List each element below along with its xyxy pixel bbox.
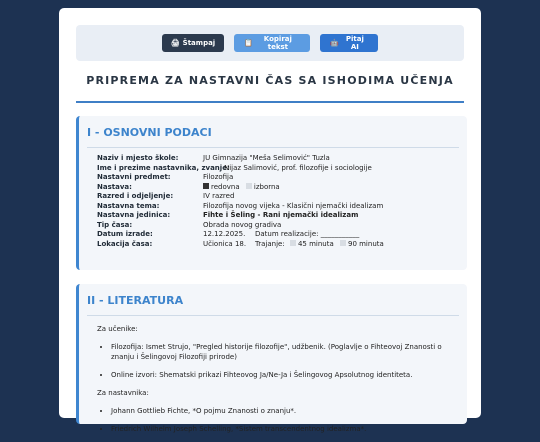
list-item: • Johann Gottlieb Fichte, *O pojmu Znanosti o znanju*. <box>111 406 457 416</box>
ask-ai-button[interactable] <box>320 34 378 52</box>
teacher-list <box>97 406 457 434</box>
unit-label: Nastavna jedinica: <box>97 211 171 219</box>
ai-label: Pitaj AI <box>345 35 364 51</box>
teacher-value: Nijaz Salimović, prof. filozofije i sociologije <box>224 163 372 172</box>
izborna-label: izborna <box>253 182 280 191</box>
grade-label: Razred i odjeljenje: <box>97 192 174 200</box>
page-title: PRIPREMA ZA NASTAVNI ČAS SA ISHODIMA UČENJA <box>86 74 454 87</box>
title-divider <box>76 101 464 103</box>
printer-icon: 🖨 <box>170 39 180 47</box>
clipboard-icon: 📋 <box>244 39 253 47</box>
robot-icon: 🤖 <box>330 39 339 47</box>
list-item: • Friedrich Wilhelm Joseph Schelling, *Sistem transcendentnog idealizma*. <box>111 424 457 434</box>
document-page <box>59 8 481 433</box>
topic-value: Filozofija novog vijeka - Klasični njemački idealizam <box>203 201 384 210</box>
date-value: 12.12.2025. <box>203 230 246 238</box>
section-divider <box>87 147 459 148</box>
section-divider <box>87 315 459 316</box>
section-basic-info <box>76 116 467 270</box>
list-item: • Online izvori: Shematski prikazi Fihteovog Ja/Ne-Ja i Šelingovog Apsolutnog identiteta. <box>111 370 457 380</box>
duration-label: Trajanje: <box>255 239 285 248</box>
class-type-options <box>203 183 280 191</box>
realization-date: Datum realizacije: ___________ <box>255 230 360 238</box>
print-button[interactable] <box>162 34 224 52</box>
copy-label: Kopiraj tekst <box>263 35 292 51</box>
literature-list <box>97 324 457 442</box>
redovna-label: redovna <box>211 182 240 191</box>
location-label: Lokacija časa: <box>97 239 153 248</box>
section-title: II - LITERATURA <box>87 294 184 307</box>
class-type-label: Nastava: <box>97 182 132 191</box>
copy-text-button[interactable] <box>234 34 310 52</box>
teacher-label: Ime i prezime nastavnika, zvanje: <box>97 163 230 172</box>
duration-options <box>255 240 384 248</box>
45-min-label: 45 minuta <box>297 239 334 248</box>
unit-value: Fihte i Šeling - Rani njemački idealizam <box>203 211 359 219</box>
subject-value: Filozofija <box>203 173 234 181</box>
subject-label: Nastavni predmet: <box>97 173 171 181</box>
section-title: I - OSNOVNI PODACI <box>87 126 212 139</box>
90-min-label: 90 minuta <box>347 239 384 248</box>
grade-value: IV razred <box>203 192 235 200</box>
students-list <box>97 342 457 380</box>
date-label: Datum izrade: <box>97 230 153 238</box>
45-min-checkbox[interactable] <box>290 240 296 246</box>
section-literature <box>76 284 467 433</box>
print-label: Štampaj <box>182 39 216 47</box>
redovna-checkbox[interactable] <box>203 183 209 189</box>
school-value: JU Gimnazija "Meša Selimović" Tuzla <box>203 154 330 162</box>
school-label: Naziv i mjesto škole: <box>97 154 179 162</box>
topic-label: Nastavna tema: <box>97 201 160 210</box>
izborna-checkbox[interactable] <box>246 183 252 189</box>
teacher-heading: Za nastavnika: <box>97 389 149 397</box>
list-item: • Filozofija: Ismet Strujo, "Pregled historije filozofije", udžbenik. (Poglavlje o Fihteovoj Znanosti o znanju i Šelingovoj Filozofiji prirode) <box>111 342 457 362</box>
lesson-type-value: Obrada novog gradiva <box>203 220 282 229</box>
lesson-type-label: Tip časa: <box>97 220 133 229</box>
location-value: Učionica 18. <box>203 239 247 248</box>
90-min-checkbox[interactable] <box>340 240 346 246</box>
toolbar <box>76 25 464 61</box>
students-heading: Za učenike: <box>97 325 138 333</box>
